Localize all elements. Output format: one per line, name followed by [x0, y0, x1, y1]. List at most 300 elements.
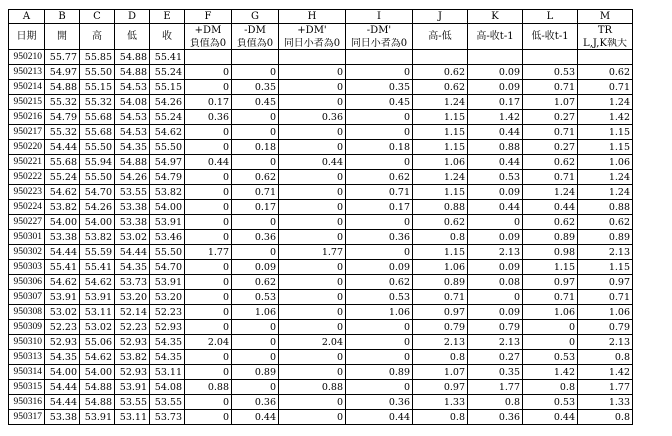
value-cell[interactable]: 0.8 — [413, 410, 468, 425]
value-cell[interactable]: 55.32 — [80, 95, 115, 110]
header-cell[interactable]: 高-收t-1 — [468, 24, 523, 50]
value-cell[interactable]: 0.09 — [232, 260, 279, 275]
value-cell[interactable]: 0.09 — [468, 230, 523, 245]
value-cell[interactable]: 0.53 — [523, 65, 578, 80]
value-cell[interactable]: 0.88 — [185, 380, 232, 395]
value-cell[interactable]: 0.71 — [346, 185, 413, 200]
column-letter-c[interactable]: C — [80, 10, 115, 24]
column-letter-h[interactable]: H — [279, 10, 346, 24]
value-cell[interactable]: 1.24 — [578, 95, 633, 110]
value-cell[interactable]: 53.91 — [150, 215, 185, 230]
value-cell[interactable]: 0 — [185, 215, 232, 230]
value-cell[interactable]: 0 — [185, 185, 232, 200]
value-cell[interactable]: 0 — [185, 170, 232, 185]
value-cell[interactable]: 53.55 — [150, 395, 185, 410]
value-cell[interactable]: 0.62 — [523, 215, 578, 230]
value-cell[interactable]: 54.88 — [80, 395, 115, 410]
value-cell[interactable]: 1.33 — [578, 395, 633, 410]
value-cell[interactable]: 0.8 — [468, 395, 523, 410]
value-cell[interactable]: 0 — [185, 320, 232, 335]
value-cell[interactable]: 1.42 — [578, 110, 633, 125]
value-cell[interactable]: 55.50 — [80, 65, 115, 80]
value-cell[interactable]: 54.35 — [115, 260, 150, 275]
value-cell[interactable]: 53.11 — [115, 410, 150, 425]
date-cell[interactable]: 950220 — [9, 140, 45, 155]
value-cell[interactable]: 52.23 — [150, 305, 185, 320]
value-cell[interactable]: 0.45 — [346, 95, 413, 110]
value-cell[interactable]: 2.13 — [468, 245, 523, 260]
value-cell[interactable]: 0.89 — [578, 230, 633, 245]
value-cell[interactable]: 0.71 — [232, 185, 279, 200]
value-cell[interactable]: 0 — [279, 170, 346, 185]
value-cell[interactable]: 0 — [185, 80, 232, 95]
value-cell[interactable]: 53.11 — [150, 365, 185, 380]
value-cell[interactable]: 54.88 — [45, 80, 80, 95]
value-cell[interactable]: 0.88 — [578, 200, 633, 215]
value-cell[interactable]: 0.62 — [523, 155, 578, 170]
value-cell[interactable]: 0.71 — [523, 80, 578, 95]
value-cell[interactable]: 54.97 — [45, 65, 80, 80]
value-cell[interactable]: 53.55 — [115, 185, 150, 200]
date-cell[interactable]: 950302 — [9, 245, 45, 260]
column-letter-m[interactable]: M — [578, 10, 633, 24]
value-cell[interactable]: 0.44 — [346, 410, 413, 425]
column-letter-e[interactable]: E — [150, 10, 185, 24]
value-cell[interactable]: 0.45 — [232, 95, 279, 110]
value-cell[interactable]: 0 — [279, 260, 346, 275]
date-cell[interactable]: 950308 — [9, 305, 45, 320]
value-cell[interactable]: 0.27 — [468, 350, 523, 365]
value-cell[interactable]: 0.36 — [232, 230, 279, 245]
header-cell[interactable]: -DM' — [346, 24, 413, 38]
value-cell[interactable]: 0 — [346, 110, 413, 125]
date-cell[interactable]: 950227 — [9, 215, 45, 230]
value-cell[interactable]: 55.68 — [45, 155, 80, 170]
value-cell[interactable]: 0 — [279, 185, 346, 200]
value-cell[interactable]: 0.09 — [468, 305, 523, 320]
value-cell[interactable]: 53.91 — [150, 275, 185, 290]
value-cell[interactable]: 54.62 — [45, 185, 80, 200]
value-cell[interactable]: 0 — [346, 380, 413, 395]
value-cell[interactable]: 54.35 — [150, 350, 185, 365]
value-cell[interactable]: 0 — [279, 140, 346, 155]
value-cell[interactable]: 0.88 — [279, 380, 346, 395]
value-cell[interactable]: 52.23 — [45, 320, 80, 335]
header-cell[interactable]: 低 — [115, 24, 150, 50]
value-cell[interactable]: 0.79 — [578, 320, 633, 335]
value-cell[interactable]: 54.53 — [115, 125, 150, 140]
value-cell[interactable]: 0.09 — [468, 80, 523, 95]
value-cell[interactable]: 55.41 — [150, 50, 185, 65]
value-cell[interactable]: 0 — [279, 80, 346, 95]
header-subcell[interactable]: 同日小者為0 — [279, 38, 346, 50]
value-cell[interactable]: 53.91 — [80, 410, 115, 425]
value-cell[interactable]: 53.82 — [115, 350, 150, 365]
value-cell[interactable]: 0.71 — [578, 290, 633, 305]
value-cell[interactable]: 0.79 — [468, 320, 523, 335]
value-cell[interactable]: 0.62 — [578, 215, 633, 230]
value-cell[interactable]: 0.71 — [578, 80, 633, 95]
value-cell[interactable]: 1.06 — [578, 305, 633, 320]
date-cell[interactable]: 950317 — [9, 410, 45, 425]
value-cell[interactable]: 0 — [279, 275, 346, 290]
value-cell[interactable]: 0.35 — [346, 80, 413, 95]
header-subcell[interactable]: 負值為0 — [185, 38, 232, 50]
value-cell[interactable]: 0.17 — [232, 200, 279, 215]
value-cell[interactable]: 53.82 — [150, 185, 185, 200]
value-cell[interactable]: 54.70 — [80, 185, 115, 200]
value-cell[interactable]: 0 — [232, 350, 279, 365]
date-cell[interactable]: 950224 — [9, 200, 45, 215]
header-cell[interactable]: 日期 — [9, 24, 45, 50]
value-cell[interactable]: 0.17 — [346, 200, 413, 215]
value-cell[interactable]: 54.88 — [115, 65, 150, 80]
value-cell[interactable]: 1.42 — [468, 110, 523, 125]
value-cell[interactable]: 53.02 — [115, 230, 150, 245]
value-cell[interactable]: 0 — [185, 230, 232, 245]
value-cell[interactable]: 55.24 — [45, 170, 80, 185]
value-cell[interactable]: 0 — [279, 350, 346, 365]
value-cell[interactable]: 2.04 — [185, 335, 232, 350]
value-cell[interactable]: 1.24 — [578, 170, 633, 185]
value-cell[interactable]: 55.32 — [45, 125, 80, 140]
value-cell[interactable]: 0 — [468, 215, 523, 230]
value-cell[interactable]: 1.15 — [413, 110, 468, 125]
value-cell[interactable]: 0.8 — [413, 230, 468, 245]
value-cell[interactable]: 0 — [232, 215, 279, 230]
value-cell[interactable]: 54.26 — [150, 95, 185, 110]
value-cell[interactable] — [232, 50, 279, 65]
value-cell[interactable]: 54.70 — [150, 260, 185, 275]
value-cell[interactable]: 54.44 — [45, 245, 80, 260]
value-cell[interactable] — [279, 50, 346, 65]
value-cell[interactable]: 54.53 — [115, 80, 150, 95]
value-cell[interactable]: 53.46 — [150, 230, 185, 245]
value-cell[interactable]: 0.36 — [279, 110, 346, 125]
value-cell[interactable]: 1.15 — [413, 125, 468, 140]
header-subcell[interactable]: 負值為0 — [232, 38, 279, 50]
value-cell[interactable]: 0 — [232, 335, 279, 350]
value-cell[interactable]: 0 — [523, 335, 578, 350]
date-cell[interactable]: 950221 — [9, 155, 45, 170]
value-cell[interactable]: 0 — [185, 200, 232, 215]
date-cell[interactable]: 950210 — [9, 50, 45, 65]
value-cell[interactable]: 0.44 — [468, 200, 523, 215]
value-cell[interactable] — [468, 50, 523, 65]
value-cell[interactable]: 1.15 — [523, 260, 578, 275]
value-cell[interactable]: 0.35 — [468, 365, 523, 380]
column-letter-b[interactable]: B — [45, 10, 80, 24]
value-cell[interactable]: 54.08 — [150, 380, 185, 395]
value-cell[interactable]: 0 — [232, 155, 279, 170]
value-cell[interactable]: 0.79 — [413, 320, 468, 335]
value-cell[interactable]: 53.11 — [80, 305, 115, 320]
value-cell[interactable]: 55.50 — [80, 170, 115, 185]
value-cell[interactable]: 0 — [185, 350, 232, 365]
value-cell[interactable]: 1.06 — [578, 155, 633, 170]
header-cell[interactable]: +DM' — [279, 24, 346, 38]
value-cell[interactable]: 53.82 — [45, 200, 80, 215]
value-cell[interactable]: 1.06 — [232, 305, 279, 320]
value-cell[interactable]: 54.62 — [150, 125, 185, 140]
value-cell[interactable]: 0 — [279, 200, 346, 215]
value-cell[interactable]: 0.18 — [232, 140, 279, 155]
value-cell[interactable]: 0 — [185, 365, 232, 380]
value-cell[interactable]: 0.53 — [232, 290, 279, 305]
value-cell[interactable]: 1.07 — [523, 95, 578, 110]
value-cell[interactable]: 2.13 — [578, 335, 633, 350]
value-cell[interactable]: 2.13 — [468, 335, 523, 350]
value-cell[interactable] — [346, 50, 413, 65]
value-cell[interactable]: 0 — [232, 110, 279, 125]
value-cell[interactable]: 0 — [185, 395, 232, 410]
value-cell[interactable]: 0.89 — [232, 365, 279, 380]
value-cell[interactable]: 55.41 — [80, 260, 115, 275]
value-cell[interactable]: 0.97 — [413, 380, 468, 395]
value-cell[interactable]: 53.20 — [115, 290, 150, 305]
value-cell[interactable]: 0 — [185, 260, 232, 275]
value-cell[interactable]: 1.07 — [413, 365, 468, 380]
value-cell[interactable]: 0 — [232, 245, 279, 260]
value-cell[interactable]: 53.55 — [115, 395, 150, 410]
value-cell[interactable]: 0.62 — [578, 65, 633, 80]
value-cell[interactable]: 0.97 — [523, 275, 578, 290]
value-cell[interactable]: 0 — [185, 65, 232, 80]
value-cell[interactable]: 54.88 — [115, 50, 150, 65]
value-cell[interactable]: 53.02 — [80, 320, 115, 335]
value-cell[interactable]: 55.77 — [45, 50, 80, 65]
value-cell[interactable]: 52.93 — [45, 335, 80, 350]
value-cell[interactable]: 54.88 — [80, 380, 115, 395]
value-cell[interactable]: 0.62 — [413, 80, 468, 95]
value-cell[interactable]: 55.50 — [80, 140, 115, 155]
value-cell[interactable]: 1.15 — [413, 245, 468, 260]
value-cell[interactable]: 0 — [185, 305, 232, 320]
value-cell[interactable]: 1.15 — [578, 260, 633, 275]
value-cell[interactable]: 55.41 — [45, 260, 80, 275]
value-cell[interactable]: 0.44 — [523, 410, 578, 425]
value-cell[interactable]: 1.15 — [578, 125, 633, 140]
value-cell[interactable]: 0.44 — [232, 410, 279, 425]
value-cell[interactable]: 0 — [279, 365, 346, 380]
value-cell[interactable]: 52.14 — [115, 305, 150, 320]
date-cell[interactable]: 950313 — [9, 350, 45, 365]
value-cell[interactable]: 0 — [185, 140, 232, 155]
header-cell[interactable]: 收 — [150, 24, 185, 50]
value-cell[interactable]: 0.62 — [413, 215, 468, 230]
value-cell[interactable]: 1.77 — [468, 380, 523, 395]
date-cell[interactable]: 950301 — [9, 230, 45, 245]
value-cell[interactable]: 0 — [232, 65, 279, 80]
value-cell[interactable]: 53.82 — [80, 230, 115, 245]
date-cell[interactable]: 950303 — [9, 260, 45, 275]
value-cell[interactable]: 55.94 — [80, 155, 115, 170]
value-cell[interactable]: 0 — [279, 410, 346, 425]
value-cell[interactable]: 52.93 — [115, 365, 150, 380]
date-cell[interactable]: 950215 — [9, 95, 45, 110]
value-cell[interactable] — [413, 50, 468, 65]
value-cell[interactable]: 0 — [279, 230, 346, 245]
value-cell[interactable]: 0.62 — [232, 170, 279, 185]
header-cell[interactable]: 高 — [80, 24, 115, 50]
value-cell[interactable]: 0.36 — [185, 110, 232, 125]
column-letter-k[interactable]: K — [468, 10, 523, 24]
value-cell[interactable]: 0.27 — [523, 110, 578, 125]
value-cell[interactable]: 55.15 — [80, 80, 115, 95]
value-cell[interactable]: 54.62 — [80, 275, 115, 290]
date-cell[interactable]: 950214 — [9, 80, 45, 95]
value-cell[interactable]: 1.24 — [413, 95, 468, 110]
value-cell[interactable]: 53.02 — [45, 305, 80, 320]
value-cell[interactable]: 53.38 — [115, 200, 150, 215]
value-cell[interactable]: 0 — [279, 95, 346, 110]
value-cell[interactable]: 1.15 — [413, 140, 468, 155]
value-cell[interactable]: 53.91 — [80, 290, 115, 305]
header-cell[interactable]: -DM — [232, 24, 279, 38]
value-cell[interactable]: 0.44 — [523, 200, 578, 215]
value-cell[interactable]: 0 — [279, 305, 346, 320]
value-cell[interactable]: 54.97 — [150, 155, 185, 170]
value-cell[interactable]: 55.15 — [150, 80, 185, 95]
value-cell[interactable]: 0.71 — [523, 125, 578, 140]
value-cell[interactable]: 0.8 — [578, 350, 633, 365]
value-cell[interactable]: 0.36 — [346, 395, 413, 410]
value-cell[interactable]: 0 — [279, 125, 346, 140]
value-cell[interactable]: 1.42 — [523, 365, 578, 380]
value-cell[interactable]: 53.73 — [150, 410, 185, 425]
value-cell[interactable]: 0.36 — [468, 410, 523, 425]
value-cell[interactable]: 54.26 — [80, 200, 115, 215]
value-cell[interactable]: 0.53 — [523, 395, 578, 410]
value-cell[interactable]: 0.8 — [413, 350, 468, 365]
value-cell[interactable]: 0 — [279, 215, 346, 230]
column-letter-j[interactable]: J — [413, 10, 468, 24]
value-cell[interactable]: 52.93 — [115, 335, 150, 350]
value-cell[interactable]: 55.50 — [150, 245, 185, 260]
date-cell[interactable]: 950306 — [9, 275, 45, 290]
date-cell[interactable]: 950314 — [9, 365, 45, 380]
value-cell[interactable]: 1.77 — [578, 380, 633, 395]
value-cell[interactable]: 0.97 — [413, 305, 468, 320]
value-cell[interactable]: 54.35 — [115, 140, 150, 155]
value-cell[interactable]: 1.77 — [185, 245, 232, 260]
value-cell[interactable] — [185, 50, 232, 65]
value-cell[interactable]: 53.20 — [150, 290, 185, 305]
value-cell[interactable]: 1.42 — [578, 365, 633, 380]
value-cell[interactable]: 0.62 — [232, 275, 279, 290]
value-cell[interactable]: 2.04 — [279, 335, 346, 350]
date-cell[interactable]: 950223 — [9, 185, 45, 200]
value-cell[interactable]: 1.15 — [413, 185, 468, 200]
column-letter-f[interactable]: F — [185, 10, 232, 24]
header-cell[interactable]: +DM — [185, 24, 232, 38]
value-cell[interactable]: 0 — [232, 320, 279, 335]
value-cell[interactable]: 0 — [185, 290, 232, 305]
value-cell[interactable]: 0.62 — [346, 275, 413, 290]
date-cell[interactable]: 950316 — [9, 395, 45, 410]
value-cell[interactable]: 0.53 — [468, 170, 523, 185]
value-cell[interactable]: 1.06 — [413, 260, 468, 275]
value-cell[interactable]: 55.85 — [80, 50, 115, 65]
value-cell[interactable]: 53.38 — [115, 215, 150, 230]
value-cell[interactable]: 0.71 — [413, 290, 468, 305]
value-cell[interactable]: 54.62 — [45, 275, 80, 290]
date-cell[interactable]: 950310 — [9, 335, 45, 350]
value-cell[interactable]: 1.06 — [346, 305, 413, 320]
value-cell[interactable]: 55.68 — [80, 110, 115, 125]
value-cell[interactable]: 1.33 — [413, 395, 468, 410]
value-cell[interactable]: 54.00 — [150, 200, 185, 215]
value-cell[interactable]: 1.06 — [413, 155, 468, 170]
value-cell[interactable]: 1.77 — [279, 245, 346, 260]
header-cell[interactable]: 開 — [45, 24, 80, 50]
value-cell[interactable]: 0 — [346, 320, 413, 335]
value-cell[interactable]: 0.88 — [468, 140, 523, 155]
value-cell[interactable]: 0.08 — [468, 275, 523, 290]
value-cell[interactable]: 0 — [185, 410, 232, 425]
header-cell[interactable]: 低-收t-1 — [523, 24, 578, 50]
value-cell[interactable]: 0.09 — [468, 185, 523, 200]
date-cell[interactable]: 950315 — [9, 380, 45, 395]
value-cell[interactable]: 52.93 — [150, 320, 185, 335]
value-cell[interactable]: 54.44 — [45, 140, 80, 155]
header-cell[interactable]: TR — [578, 24, 633, 38]
value-cell[interactable]: 55.68 — [80, 125, 115, 140]
value-cell[interactable]: 54.35 — [150, 335, 185, 350]
value-cell[interactable]: 0 — [279, 395, 346, 410]
value-cell[interactable]: 0.09 — [468, 260, 523, 275]
date-cell[interactable]: 950216 — [9, 110, 45, 125]
column-letter-d[interactable]: D — [115, 10, 150, 24]
value-cell[interactable]: 54.35 — [45, 350, 80, 365]
value-cell[interactable]: 52.23 — [115, 320, 150, 335]
date-cell[interactable]: 950307 — [9, 290, 45, 305]
value-cell[interactable]: 55.24 — [150, 65, 185, 80]
value-cell[interactable]: 0.17 — [185, 95, 232, 110]
value-cell[interactable]: 54.44 — [115, 245, 150, 260]
value-cell[interactable]: 0.71 — [523, 170, 578, 185]
value-cell[interactable]: 1.24 — [413, 170, 468, 185]
value-cell[interactable]: 0.8 — [523, 380, 578, 395]
value-cell[interactable]: 0.89 — [413, 275, 468, 290]
value-cell[interactable]: 0.44 — [185, 155, 232, 170]
value-cell[interactable]: 53.38 — [45, 410, 80, 425]
value-cell[interactable]: 0 — [468, 290, 523, 305]
value-cell[interactable]: 0.62 — [413, 65, 468, 80]
value-cell[interactable]: 54.88 — [115, 155, 150, 170]
value-cell[interactable]: 0.36 — [346, 230, 413, 245]
value-cell[interactable]: 0.71 — [523, 290, 578, 305]
value-cell[interactable]: 0 — [346, 350, 413, 365]
value-cell[interactable]: 0 — [232, 125, 279, 140]
value-cell[interactable]: 53.73 — [115, 275, 150, 290]
value-cell[interactable]: 54.00 — [80, 215, 115, 230]
value-cell[interactable]: 0.88 — [413, 200, 468, 215]
value-cell[interactable]: 0 — [232, 380, 279, 395]
header-subcell[interactable]: L,J,K執大 — [578, 38, 633, 50]
value-cell[interactable]: 55.50 — [150, 140, 185, 155]
value-cell[interactable]: 54.00 — [45, 365, 80, 380]
value-cell[interactable]: 0.53 — [523, 350, 578, 365]
value-cell[interactable]: 0.53 — [346, 290, 413, 305]
value-cell[interactable]: 0.09 — [346, 260, 413, 275]
header-subcell[interactable]: 同日小者為0 — [346, 38, 413, 50]
value-cell[interactable]: 0.09 — [468, 65, 523, 80]
value-cell[interactable]: 0 — [346, 125, 413, 140]
value-cell[interactable]: 1.06 — [523, 305, 578, 320]
value-cell[interactable]: 0.97 — [578, 275, 633, 290]
value-cell[interactable]: 0 — [346, 335, 413, 350]
